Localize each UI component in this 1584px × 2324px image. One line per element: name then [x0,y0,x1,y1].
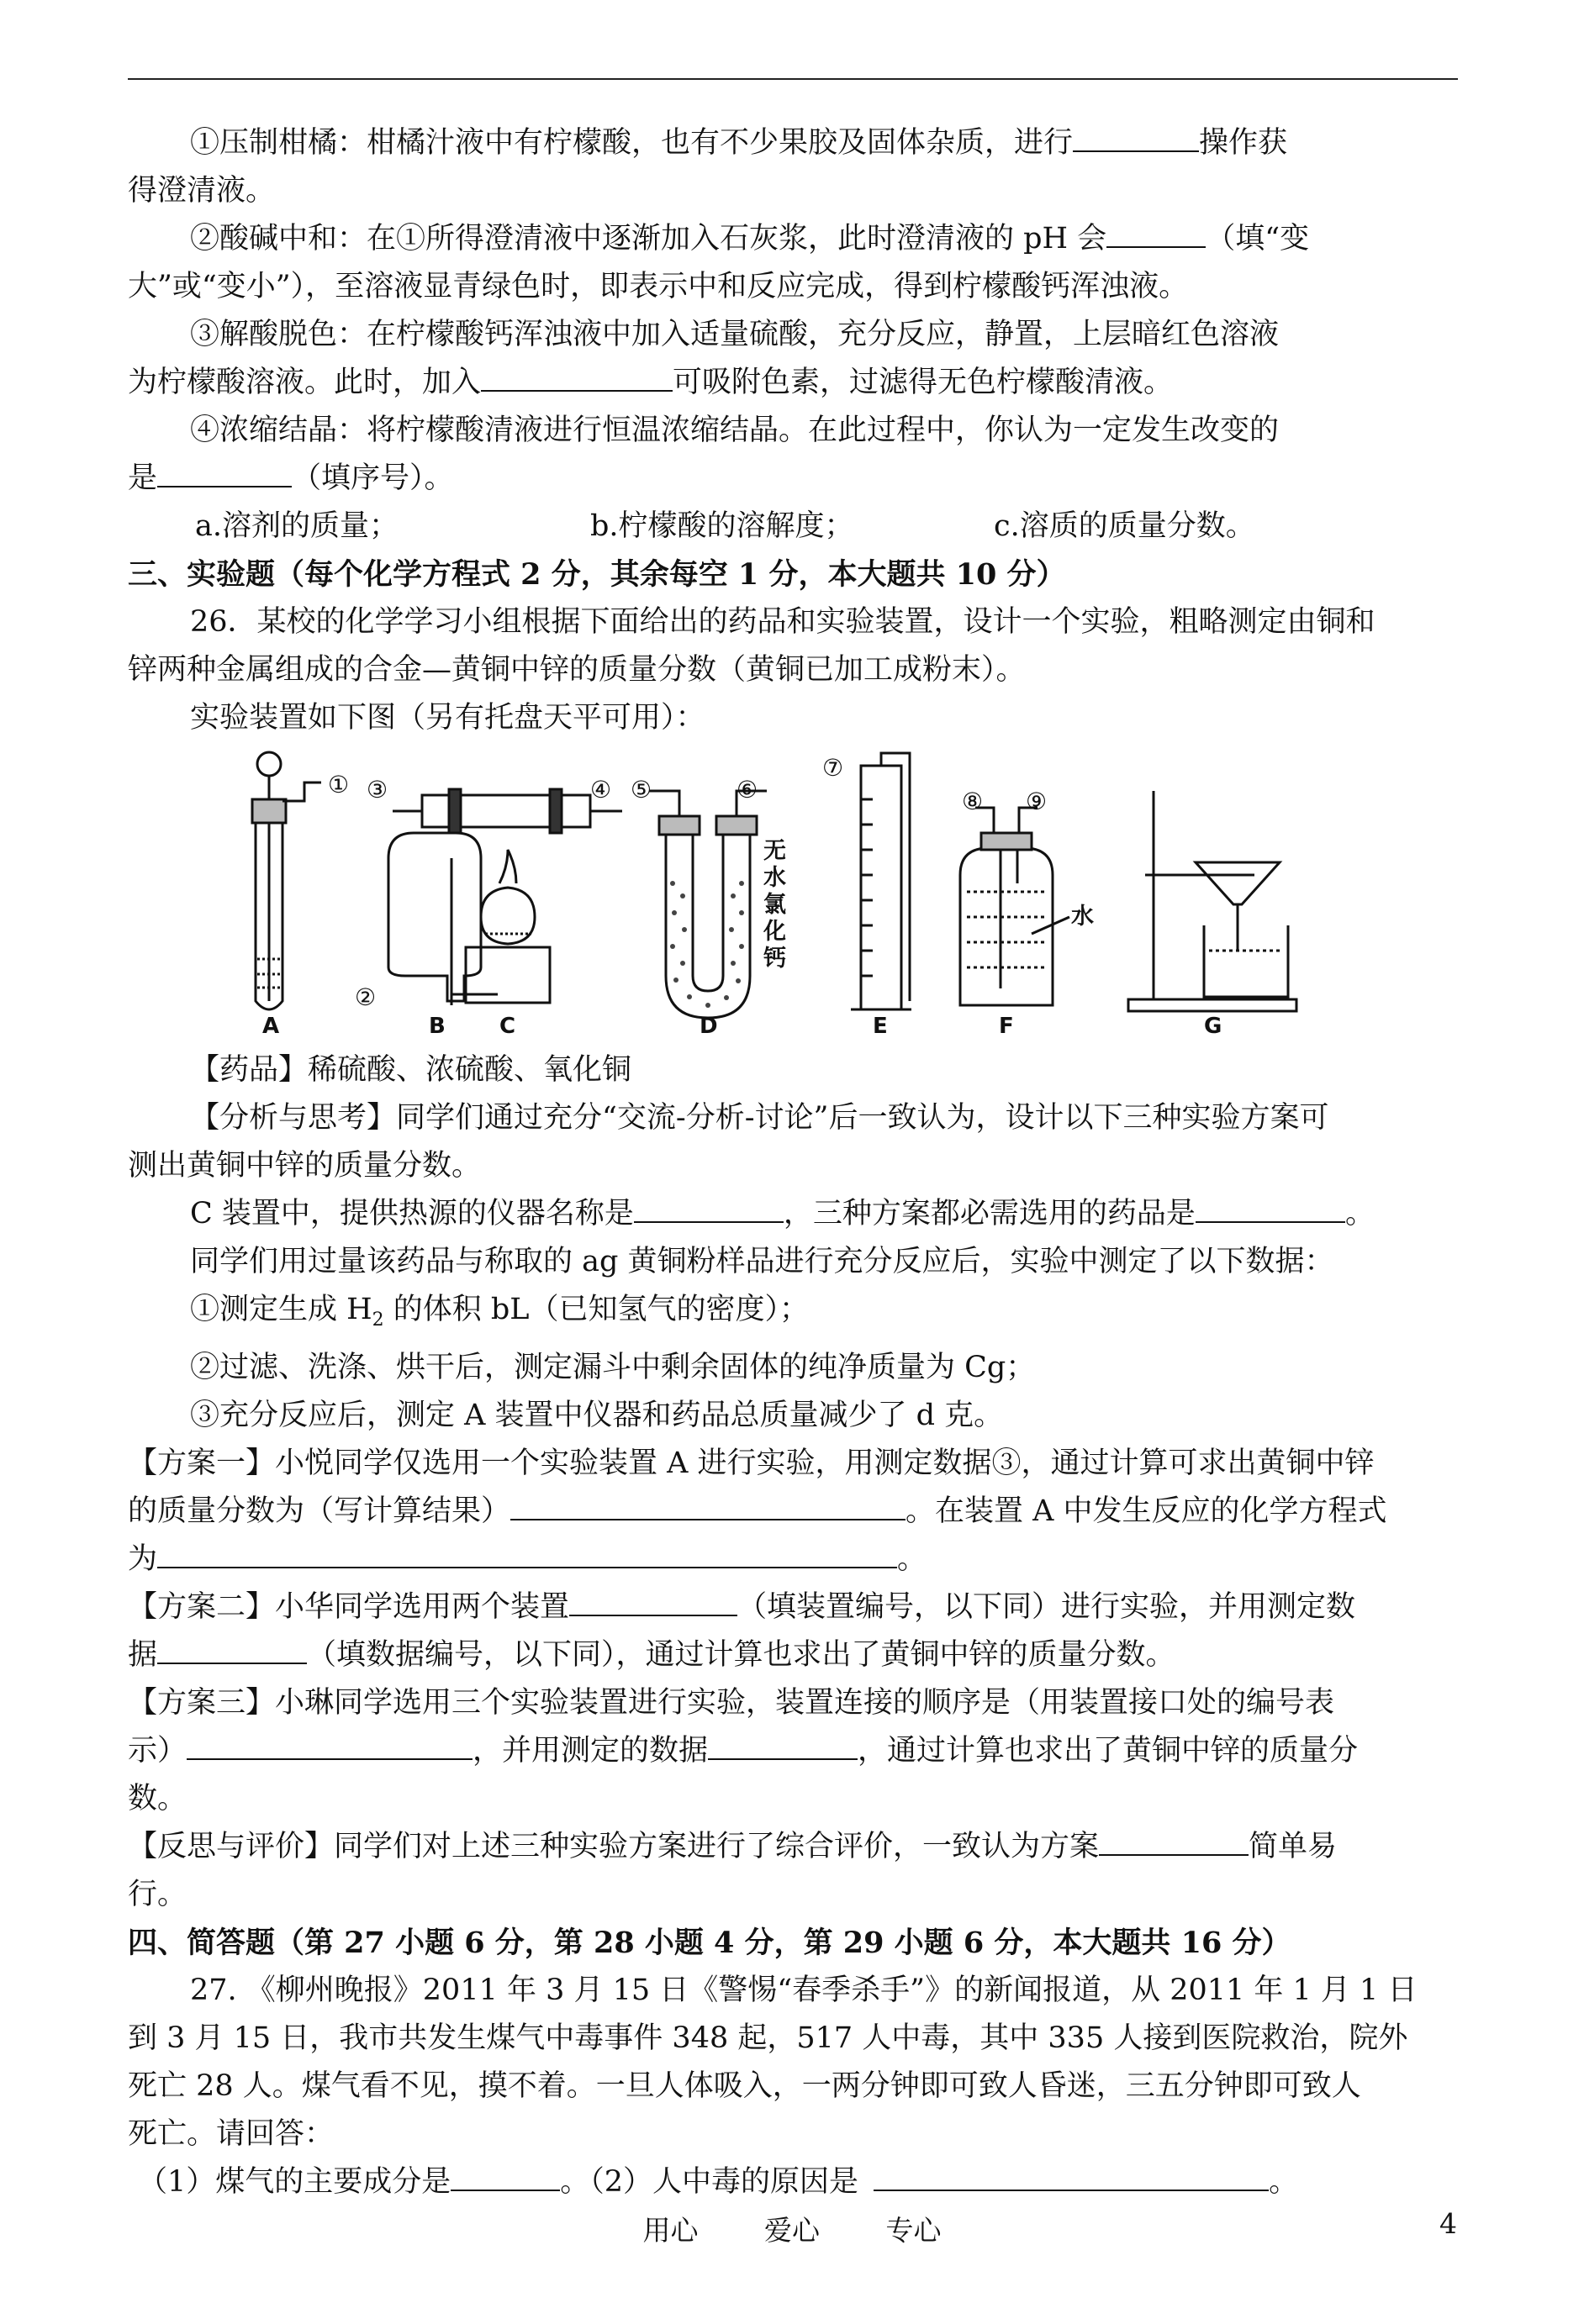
apparatus-diagram [229,749,1347,1035]
apparatus-a [252,752,321,1009]
port-label: ⑧ [962,788,984,815]
apparatus-label: D [700,1014,718,1035]
q26-drugs: 【药品】稀硫酸、浓硫酸、氧化铜 [190,1053,632,1087]
q25-step2: ②酸碱中和：在①所得澄清液中逐渐加入石灰浆，此时澄清液的 pH 会 （填“变 [190,222,1310,256]
apparatus-f [960,808,1069,1005]
answer-blank[interactable] [451,2164,560,2191]
q26-analysis: 【分析与思考】同学们通过充分“交流-分析-讨论”后一致认为，设计以下三种实验方案可 [190,1101,1329,1135]
port-label: ⑤ [631,776,652,804]
header-rule [128,78,1458,80]
q26-plan2: 【方案二】小华同学选用两个装置 （填装置编号，以下同）进行实验，并用测定数 [128,1590,1356,1624]
d-label-char: 水 [763,865,786,891]
q26-data-3: ③充分反应后，测定 A 装置中仪器和药品总质量减少了 d 克。 [190,1399,1004,1432]
answer-blank[interactable] [187,1733,473,1760]
answer-blank[interactable] [510,1494,906,1520]
q26-data-1: ①测定生成 $H_2$ 的体积 bL（已知氢气的密度）； [190,1293,810,1331]
answer-blank[interactable] [1073,125,1199,152]
answer-blank[interactable] [708,1733,858,1760]
answer-blank[interactable] [157,461,292,487]
q27-line4: 死亡。请回答： [128,2117,335,2151]
footer-item: 用心 [642,2214,699,2247]
q26-data-intro: 同学们用过量该药品与称取的 ag 黄铜粉样品进行充分反应后，实验中测定了以下数据： [190,1245,1334,1278]
q26-plan3-cont: 示） ，并用测定的数据 ，通过计算也求出了黄铜中锌的质量分 [128,1734,1359,1768]
q27-questions: （1）煤气的主要成分是 。（2）人中毒的原因是 。 [138,2165,1299,2199]
q25-step4: ④浓缩结晶：将柠檬酸清液进行恒温浓缩结晶。在此过程中，你认为一定发生改变的 [190,414,1280,447]
q25-step1: ①压制柑橘：柑橘汁液中有柠檬酸，也有不少果胶及固体杂质，进行 操作获 [190,126,1288,160]
q26-plan1-eq: 为 。 [128,1542,927,1576]
d-label-char: 氯 [763,892,786,918]
q26-plan1: 【方案一】小悦同学仅选用一个实验装置 A 进行实验，用测定数据③，通过计算可求出黄铜中锌 [128,1447,1375,1480]
page-footer [0,2209,1584,2248]
apparatus-label: G [1204,1014,1222,1035]
answer-blank[interactable] [1196,1196,1345,1223]
port-label: ② [355,983,377,1011]
section3-heading: 三、实验题（每个化学方程式 2 分，其余每空 1 分，本大题共 10 分） [128,557,1066,592]
apparatus-e [851,753,911,1009]
answer-blank[interactable] [1106,221,1206,248]
answer-blank[interactable] [1099,1829,1249,1856]
answer-blank[interactable] [157,1637,307,1664]
q26-data-2: ②过滤、洗涤、烘干后，测定漏斗中剩余固体的纯净质量为 Cg； [190,1351,1036,1384]
q25-step3: ③解酸脱色：在柠檬酸钙浑浊液中加入适量硫酸，充分反应，静置，上层暗红色溶液 [190,318,1280,351]
port-label: ⑨ [1026,788,1048,815]
q26-reflect: 【反思与评价】同学们对上述三种实验方案进行了综合评价，一致认为方案 简单易 [128,1830,1338,1863]
d-label-char: 钙 [763,946,786,972]
q26-plan3: 【方案三】小琳同学选用三个实验装置进行实验，装置连接的顺序是（用装置接口处的编号表 [128,1686,1335,1720]
d-label-char: 无 [763,838,786,864]
q27-line3: 死亡 28 人。煤气看不见，摸不着。一旦人体吸入，一两分钟即可致人昏迷，三五分钟即可致人 [128,2069,1361,2103]
q26-plan2-cont: 据 （填数据编号，以下同），通过计算也求出了黄铜中锌的质量分数。 [128,1638,1175,1672]
answer-blank[interactable] [634,1196,784,1223]
port-label: ⑥ [737,776,758,804]
apparatus-label: F [999,1014,1014,1035]
port-label: ⑦ [822,754,844,782]
apparatus-d [649,791,767,1018]
answer-blank[interactable] [874,2164,1269,2191]
port-label: ④ [590,776,612,804]
q26-analysis-cont: 测出黄铜中锌的质量分数。 [128,1149,482,1183]
apparatus-c [393,789,622,1003]
port-label: ③ [367,776,388,804]
apparatus-g [1128,791,1296,1011]
page-body [128,119,1465,2206]
q25-step1-cont: 得澄清液。 [128,174,276,208]
f-water-label: 水 [1071,904,1094,930]
answer-blank[interactable] [569,1589,737,1616]
option-a: a.溶剂的质量； [195,509,399,543]
page-number: 4 [1439,2207,1457,2240]
apparatus-label: B [429,1014,446,1035]
q26-intro-cont: 锌两种金属组成的合金—黄铜中锌的质量分数（黄铜已加工成粉末）。 [128,653,1026,687]
answer-blank[interactable] [157,1541,897,1568]
q26-reflect-end: 行。 [128,1878,187,1911]
option-b: b.柠檬酸的溶解度； [590,509,854,543]
port-label: ① [328,771,350,798]
d-label-char: 化 [763,919,786,945]
drying-agent [670,881,744,1008]
q26-apparatus-caption: 实验装置如下图（另有托盘天平可用）： [190,701,705,735]
apparatus-label: E [873,1014,888,1035]
q26-intro: 26．某校的化学学习小组根据下面给出的药品和实验装置，设计一个实验，粗略测定由铜和 [190,605,1375,639]
q27-line2: 到 3 月 15 日，我市共发生煤气中毒事件 348 起，517 人中毒，其中 335 人接到医院救治，院外 [128,2021,1408,2055]
apparatus-figure [128,749,1465,1043]
q25-options [128,503,1465,551]
q25-step4-cont: 是 （填序号）。 [128,461,454,495]
q26-c-line: C 装置中，提供热源的仪器名称是 ，三种方案都必需选用的药品是 。 [190,1197,1375,1231]
option-c: c.溶质的质量分数。 [994,509,1255,543]
apparatus-label: C [499,1014,516,1035]
q25-step3-cont: 为柠檬酸溶液。此时，加入 可吸附色素，过滤得无色柠檬酸清液。 [128,366,1174,399]
q26-plan3-end: 数。 [128,1782,187,1815]
q27-line1: 27. 《柳州晚报》2011 年 3 月 15 日《警惕“春季杀手”》的新闻报道，从 2011 年 1 月 1 日 [190,1974,1418,2007]
q26-plan1-cont: 的质量分数为（写计算结果） 。在装置 A 中发生反应的化学方程式 [128,1494,1387,1528]
footer-item: 爱心 [764,2214,820,2247]
section4-heading: 四、简答题（第 27 小题 6 分，第 28 小题 4 分，第 29 小题 6 分，本大题共 16 分） [128,1926,1291,1960]
q25-step2-cont: 大”或“变小”），至溶液显青绿色时，即表示中和反应完成，得到柠檬酸钙浑浊液。 [128,270,1189,303]
answer-blank[interactable] [481,365,673,392]
footer-item: 专心 [885,2214,942,2247]
apparatus-label: A [262,1014,280,1035]
